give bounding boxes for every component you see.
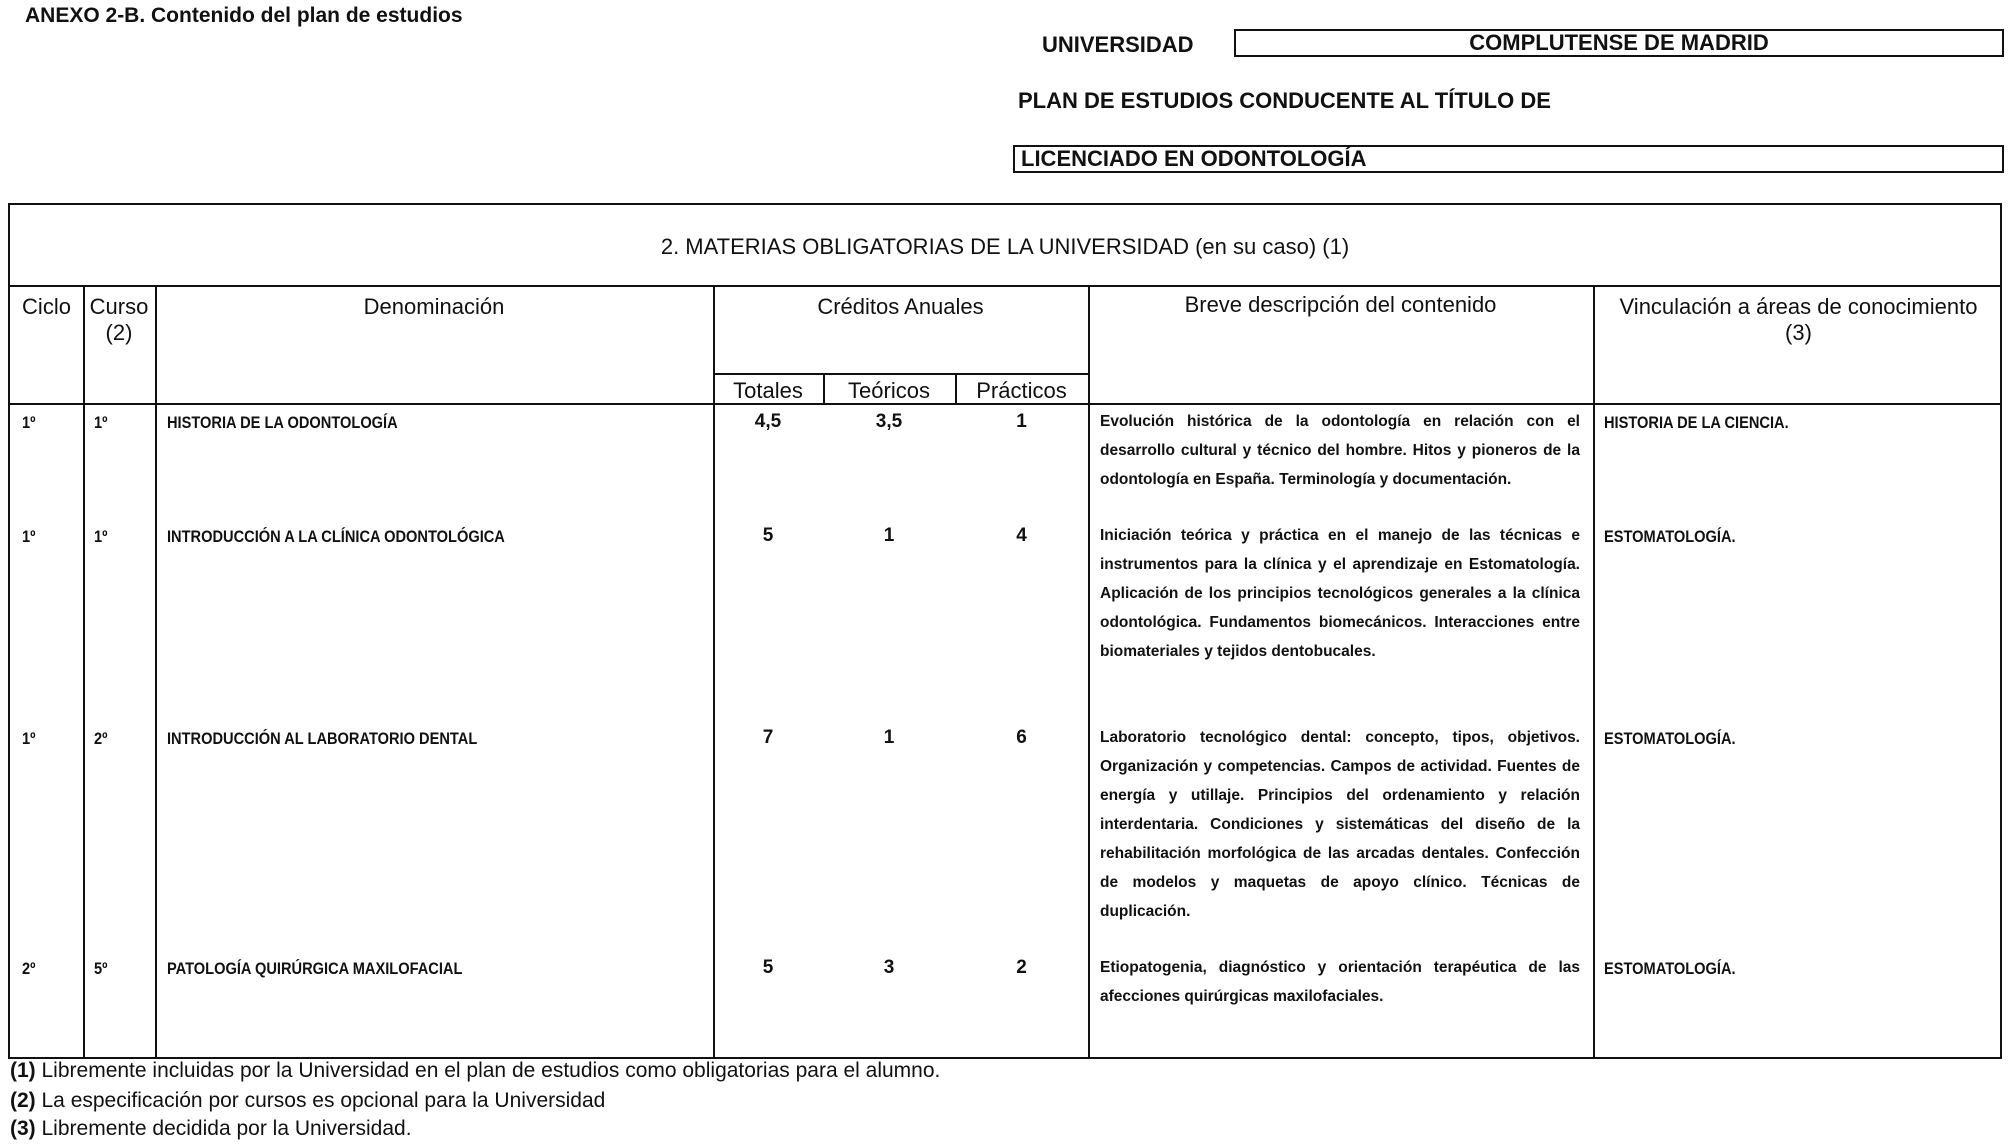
plan-label: PLAN DE ESTUDIOS CONDUCENTE AL TÍTULO DE: [1018, 88, 1551, 113]
header-vinculacion: Vinculación a áreas de conocimiento: [1619, 294, 1978, 319]
header-ciclo: Ciclo: [22, 294, 71, 319]
cell-denominacion: INTRODUCCIÓN AL LABORATORIO DENTAL: [167, 729, 478, 748]
header-practicos: Prácticos: [976, 378, 1067, 403]
cell-practicos: 1: [1016, 411, 1027, 432]
cell-curso: 1º: [94, 413, 108, 432]
divider: [10, 285, 2000, 287]
degree-title-box: [1013, 145, 2004, 173]
footnote: [10, 1087, 605, 1115]
header-teoricos: Teóricos: [848, 378, 930, 403]
cell-practicos: 6: [1016, 727, 1027, 748]
footnote: [10, 1115, 412, 1143]
cell-ciclo: 2º: [22, 959, 36, 978]
cell-totales: 5: [762, 957, 774, 978]
cell-denominacion: INTRODUCCIÓN A LA CLÍNICA ODONTOLÓGICA: [167, 527, 505, 546]
cell-ciclo: 1º: [22, 527, 36, 546]
header-curso: Curso: [89, 294, 149, 319]
cell-area: ESTOMATOLOGÍA.: [1604, 729, 1736, 748]
cell-practicos: 2: [1016, 957, 1027, 978]
header-denominacion: Denominación: [363, 294, 505, 319]
footnote-text: Libremente decidida por la Universidad.: [35, 1117, 412, 1140]
cell-area: ESTOMATOLOGÍA.: [1604, 527, 1736, 546]
cell-descripcion: Evolución histórica de la odontología en relación con el desarrollo cultural y técnico del hombre. Hitos y pioneros de la odontología en España. Terminología y documentación.: [1100, 413, 1580, 488]
cell-totales: 7: [762, 727, 774, 748]
header-totales: Totales: [733, 378, 803, 403]
section-title: 2. MATERIAS OBLIGATORIAS DE LA UNIVERSIDAD (en su caso) (1): [660, 234, 1350, 259]
cell-totales: 4,5: [754, 411, 782, 432]
cell-denominacion: HISTORIA DE LA ODONTOLOGÍA: [167, 413, 398, 432]
cell-teoricos: 1: [883, 525, 895, 546]
cell-descripcion: Laboratorio tecnológico dental: concepto, tipos, objetivos. Organización y competencias. Campos de actividad. Fuentes de energía y utillaje. Principios del ordenamiento y relación interdentaria. Condiciones y sistemáticas del diseño de la rehabilitación morfológica de las arcadas dentales. Confección de modelos y maquetas de apoyo clínico. Técnicas de duplicación.: [1100, 729, 1580, 920]
cell-curso: 1º: [94, 527, 108, 546]
cell-curso: 2º: [94, 729, 108, 748]
footnote-mark: (3): [10, 1117, 36, 1140]
header-curso-note: (2): [105, 320, 133, 345]
footnote-text: La especificación por cursos es opcional para la Universidad: [35, 1089, 606, 1112]
header-vinculacion-note: (3): [1785, 320, 1812, 345]
cell-curso: 5º: [94, 959, 108, 978]
annex-title: ANEXO 2-B. Contenido del plan de estudios: [25, 4, 463, 27]
cell-denominacion: PATOLOGÍA QUIRÚRGICA MAXILOFACIAL: [167, 959, 463, 978]
cell-teoricos: 3: [883, 957, 895, 978]
cell-descripcion: Iniciación teórica y práctica en el manejo de las técnicas e instrumentos para la clínica y el aprendizaje en Estomatología. Aplicación de los principios tecnológicos generales a la clínica odontológica. Fundamentos biomecánicos. Interacciones entre biomateriales y tejidos dentobucales.: [1100, 527, 1580, 660]
degree-title: LICENCIADO EN ODONTOLOGÍA: [1021, 146, 1367, 171]
divider: [713, 373, 1090, 375]
subjects-table: [8, 203, 2002, 1059]
university-name-box: [1234, 29, 2004, 57]
header-descripcion: Breve descripción del contenido: [1184, 292, 1497, 317]
footnote-text: Libremente incluidas por la Universidad en el plan de estudios como obligatorias para el alumno.: [35, 1059, 941, 1082]
university-label: UNIVERSIDAD: [1042, 32, 1194, 57]
cell-ciclo: 1º: [22, 413, 36, 432]
cell-teoricos: 3,5: [875, 411, 903, 432]
cell-ciclo: 1º: [22, 729, 36, 748]
cell-descripcion: Etiopatogenia, diagnóstico y orientación terapéutica de las afecciones quirúrgicas maxilofaciales.: [1100, 959, 1580, 1005]
footnote: [10, 1057, 940, 1085]
university-name: COMPLUTENSE DE MADRID: [1469, 30, 1769, 55]
cell-teoricos: 1: [883, 727, 895, 748]
cell-area: HISTORIA DE LA CIENCIA.: [1604, 413, 1789, 432]
footnote-mark: (2): [10, 1089, 36, 1112]
header-creditos: Créditos Anuales: [817, 294, 984, 319]
cell-totales: 5: [762, 525, 774, 546]
footnote-mark: (1): [10, 1059, 36, 1082]
cell-practicos: 4: [1016, 525, 1027, 546]
cell-area: ESTOMATOLOGÍA.: [1604, 959, 1736, 978]
